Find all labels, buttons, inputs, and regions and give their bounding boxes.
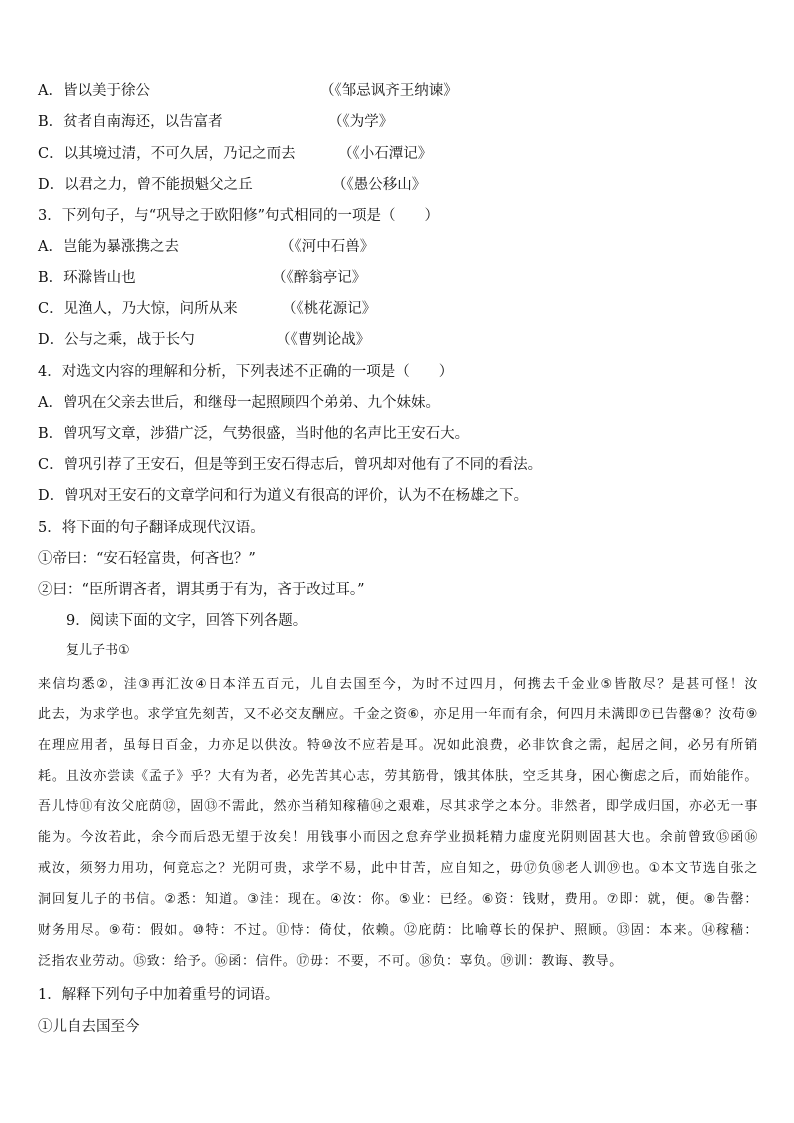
passage-line: 来信均悉②，洼③再汇汝④日本洋五百元，儿自去国至今，为时不过四月，何携去千金业⑤皆散尽？是甚可怪！汝: [38, 677, 758, 692]
q3-option-d: [38, 330, 371, 350]
passage-line: 耗。且汝亦尝读《孟子》乎？大有为者，必先苦其心志，劳其筋骨，饿其体肤，空乏其身，困心衡虑之后，而始能作。: [38, 769, 758, 784]
option-source: （《桃花源记》: [282, 301, 377, 317]
passage-line: 泛指农业劳动。⑮致：给予。⑯函：信件。⑰毋：不要，不可。⑱负：辜负。⑲训：教诲、教导。: [38, 954, 623, 969]
q2-option-c: [38, 144, 433, 164]
option-source: （《邹忌讽齐王纳谏》: [320, 83, 458, 99]
option-text: B．贫者自南海还，以告富者: [38, 114, 223, 130]
passage-line: 洞回复儿子的书信。②悉：知道。③洼：现在。④汝：你。⑤业：已经。⑥资：钱财，费用。⑦即：就，便。⑧告罄：: [38, 892, 758, 907]
q3-option-c: [38, 299, 377, 319]
q9-sub1-stem: 1．解释下列句子中加着重号的词语。: [38, 987, 280, 1003]
option-text: D．以君之力，曾不能损魁父之丘: [38, 177, 253, 193]
q3-option-b: [38, 268, 367, 288]
option-text: D．公与之乘，战于长勺: [38, 332, 195, 348]
option-source: （《醉翁亭记》: [272, 270, 367, 286]
q3-option-a: [38, 237, 375, 257]
q2-option-d: [38, 175, 427, 195]
passage-line: 财务用尽。⑨苟：假如。⑩特：不过。⑪恃：倚仗，依赖。⑫庇荫：比喻尊长的保护、照顾。⑬固：本来。⑭稼穑：: [38, 923, 758, 938]
passage-line: 在理应用者，虽每日百金，力亦足以供汝。特⑩汝不应若是耳。况如此浪费，必非饮食之需，起居之间，必另有所销: [38, 738, 758, 753]
passage-line: 吾儿恃⑪有汝父庇荫⑫，固⑬不需此，然亦当稍知稼穑⑭之艰难，尽其求学之本分。非然者，即学成归国，亦必无一事: [38, 799, 758, 814]
q4-option-a: A．曾巩在父亲去世后，和继母一起照顾四个弟弟、九个妹妹。: [38, 395, 440, 411]
option-source: （《愚公移山》: [332, 177, 427, 193]
q5-stem: 5．将下面的句子翻译成现代汉语。: [38, 520, 265, 536]
option-text: B．环滁皆山也: [38, 270, 136, 286]
q4-option-c: C．曾巩引荐了王安石，但是等到王安石得志后，曾巩却对他有了不同的看法。: [38, 457, 543, 473]
q9-stem: 9．阅读下面的文字，回答下列各题。: [66, 613, 308, 629]
option-text: C．以其境过清，不可久居，乃记之而去: [38, 146, 296, 162]
q4-option-d: D．曾巩对王安石的文章学问和行为道义有很高的评价，认为不在杨雄之下。: [38, 488, 529, 504]
passage-line: 能为。今汝若此，余今而后恐无望于汝矣！用钱事小而因之怠弃学业损耗精力虚度光阴则固甚大也。余前曾致⑮函⑯: [38, 830, 758, 845]
q2-option-b: [38, 112, 394, 132]
q2-option-a: [38, 81, 458, 101]
q4-stem: 4．对选文内容的理解和分析，下列表述不正确的一项是（ ）: [38, 364, 454, 380]
passage-line: 此去，为求学也。求学宜先刻苦，又不必交友酬应。千金之资⑥，亦足用一年而有余，何四月未满即⑦已告罄⑧？汝苟⑨: [38, 707, 758, 722]
option-text: A．皆以美于徐公: [38, 83, 150, 99]
option-text: C．见渔人，乃大惊，问所从来: [38, 301, 238, 317]
q5-item-2: ②曰：“臣所谓吝者，谓其勇于有为，吝于改过耳。”: [38, 582, 365, 598]
passage-line: 戒汝，须努力用功，何竟忘之？光阴可贵，求学不易，此中甘苦，应自知之，毋⑰负⑱老人训⑲也。①本文节选自张之: [38, 861, 758, 876]
passage-title: 复儿子书①: [66, 643, 130, 658]
q3-stem: 3．下列句子，与“巩导之于欧阳修”句式相同的一项是（ ）: [38, 208, 440, 224]
option-source: （《为学》: [328, 114, 394, 130]
q9-sub1-item-1: ①儿自去国至今: [38, 1019, 140, 1035]
q5-item-1: ①帝曰：“安石轻富贵，何吝也？”: [38, 551, 256, 567]
option-source: （《曹刿论战》: [276, 332, 371, 348]
q4-option-b: B．曾巩写文章，涉猎广泛，气势很盛，当时他的名声比王安石大。: [38, 426, 470, 442]
option-source: （《河中石兽》: [280, 239, 375, 255]
option-text: A．岂能为暴涨携之去: [38, 239, 179, 255]
option-source: （《小石潭记》: [338, 146, 433, 162]
